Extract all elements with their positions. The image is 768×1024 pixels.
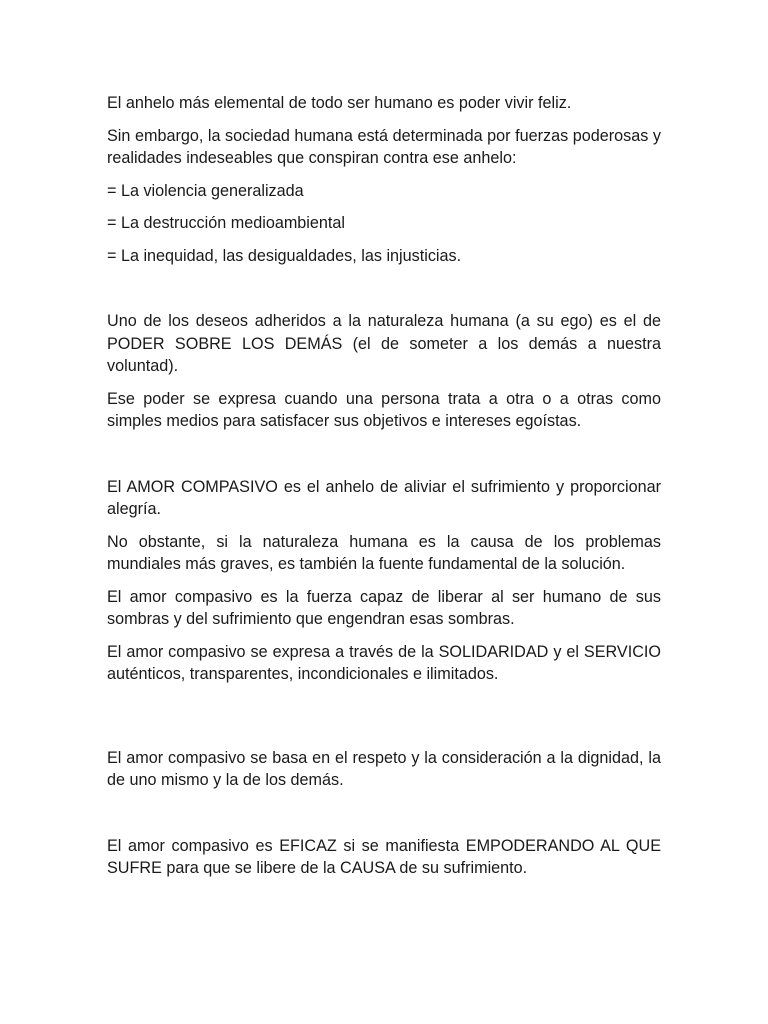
paragraph-2: Sin embargo, la sociedad humana está determinada por fuerzas poderosas y realidades indeseables que conspiran contra ese anhelo: [107,126,661,167]
paragraph-liberating-force: El amor compasivo es la fuerza capaz de liberar al ser humano de sus sombras y del sufrimiento que engendran esas sombras. [107,587,661,628]
paragraph-power: Uno de los deseos adheridos a la naturaleza humana (a su ego) es el de PODER SOBRE LOS DEMÁS (el de someter a los demás a nuestra voluntad). [107,312,661,375]
document-body [107,92,661,880]
list-item-violence: = La violencia generalizada [107,181,304,200]
paragraph-effective: El amor compasivo es EFICAZ si se manifiesta EMPODERANDO AL QUE SUFRE para que se libere de la CAUSA de su sufrimiento. [107,836,661,877]
list-item-inequity: = La inequidad, las desigualdades, las injusticias. [107,246,462,265]
paragraph-1: El anhelo más elemental de todo ser humano es poder vivir feliz. [107,94,572,112]
paragraph-nevertheless: No obstante, si la naturaleza humana es la causa de los problemas mundiales más graves, es también la fuente fundamental de la solución. [107,532,661,573]
list-item-environment: = La destrucción medioambiental [107,214,346,232]
paragraph-power-expression: Ese poder se expresa cuando una persona trata a otra o a otras como simples medios para satisfacer sus objetivos e intereses egoístas. [107,389,661,430]
paragraph-compassionate-love: El AMOR COMPASIVO es el anhelo de aliviar el sufrimiento y proporcionar alegría. [107,477,661,518]
paragraph-solidarity: El amor compasivo se expresa a través de la SOLIDARIDAD y el SERVICIO auténticos, transparentes, incondicionales e ilimitados. [107,642,661,683]
paragraph-respect: El amor compasivo se basa en el respeto y la consideración a la dignidad, la de uno mismo y la de los demás. [107,748,661,789]
